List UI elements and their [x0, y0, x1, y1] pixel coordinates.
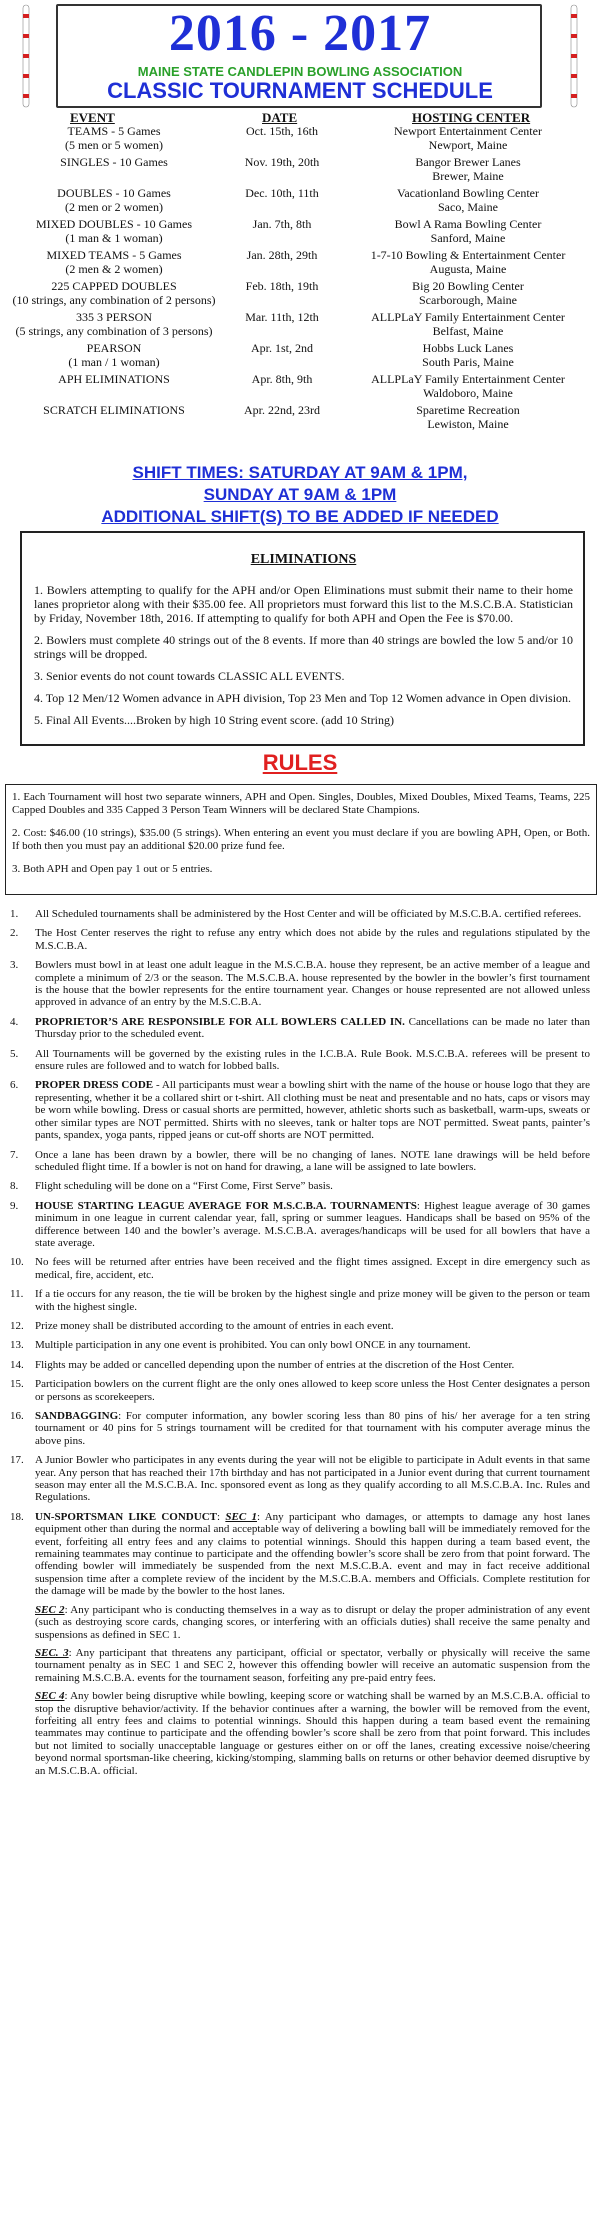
shift-line-2: SUNDAY AT 9AM & 1PM	[203, 485, 397, 504]
rule-item	[10, 1410, 590, 1447]
rules-summary-box	[5, 784, 597, 895]
eliminations-box	[20, 531, 585, 746]
rule-item	[10, 1256, 590, 1281]
rule-section	[35, 1647, 590, 1684]
event-detail: (2 men & 2 women)	[65, 262, 163, 276]
rule-text: : For computer information, any bowler scoring less than 80 pins of his/ her average for a ten string tournament or 40 pins for 5 strings tournament will be credited for that tournament with his computer average minus the above pins.	[35, 1410, 590, 1447]
rule-lead: SANDBAGGING	[35, 1410, 119, 1422]
rule-number: 12.	[10, 1319, 24, 1332]
event-cell	[0, 341, 228, 369]
schedule-row	[0, 186, 600, 217]
date-cell: Nov. 19th, 20th	[244, 155, 320, 169]
center-cell	[336, 155, 600, 183]
date-cell: Jan. 28th, 29th	[246, 248, 318, 262]
date-cell: Apr. 1st, 2nd	[250, 341, 313, 355]
center-city: Newport, Maine	[428, 138, 508, 152]
rule-text: Multiple participation in any one event is prohibited. You can only bowl ONCE in any tournament.	[35, 1339, 471, 1352]
event-name: PEARSON	[86, 341, 142, 355]
event-detail: (5 men or 5 women)	[65, 138, 163, 152]
section-text: : Any participant that threatens any participant, official or spectator, verbally or physically will receive the same tournament penalty as in SEC 1 and SEC 2, however this offending bowler will receive an automatic suspension from the remaining M.S.C.B.A. events for the tournament season, forfeiting any pre-paid entry fees.	[35, 1646, 590, 1684]
rules-summary-item: 2. Cost: $46.00 (10 strings), $35.00 (5 strings). When entering an event you must declare if you are bowling APH, Open, or Both. If both then you must pay an additional $20.00 prize fund fee.	[12, 827, 590, 852]
rule-lead: PROPER DRESS CODE	[35, 1079, 154, 1092]
elimination-item: 3. Senior events do not count towards CLASSIC ALL EVENTS.	[34, 669, 345, 683]
center-city: Belfast, Maine	[432, 324, 504, 338]
event-detail: (1 man & 1 woman)	[65, 231, 163, 245]
association-name: MAINE STATE CANDLEPIN BOWLING ASSOCIATION	[137, 64, 463, 79]
rule-item	[10, 908, 590, 920]
elimination-item: 5. Final All Events....Broken by high 10 String event score. (add 10 String)	[34, 713, 394, 727]
rule-text: Bowlers must bowl in at least one adult league in the M.S.C.B.A. house they represent, be an active member of a league and complete a minimum of 2/3 or the season. The M.S.C.B.A. house represented by the bowler in the bowler’s first tournament is the house that the bowler represents for the entire tournament year. Changes or house represented are not allowed unless approved in advance of an entry by the M.S.C.B.A.	[35, 959, 590, 1009]
event-name: APH ELIMINATIONS	[58, 372, 170, 386]
rule-number: 8.	[10, 1180, 19, 1193]
rule-text: Flights may be added or cancelled depending upon the number of entries at the discretion of the Host Center.	[35, 1358, 515, 1371]
date-cell: Feb. 18th, 19th	[245, 279, 319, 293]
section-label: SEC 2	[35, 1603, 65, 1616]
schedule-title: CLASSIC TOURNAMENT SCHEDULE	[107, 78, 493, 103]
center-city: Sanford, Maine	[430, 231, 506, 245]
rule-item	[10, 1511, 590, 1777]
elimination-item: 2. Bowlers must complete 40 strings out of the 8 events. If more than 40 strings are bowled the low 5 and/or 10 strings will be dropped.	[34, 633, 573, 661]
rule-number: 11.	[10, 1288, 24, 1301]
date-cell: Jan. 7th, 8th	[252, 217, 312, 231]
date-cell: Apr. 8th, 9th	[251, 372, 313, 386]
rule-number: 17.	[10, 1454, 24, 1467]
event-name: TEAMS - 5 Games	[67, 124, 161, 138]
rule-item	[10, 1200, 590, 1250]
shift-line-3: ADDITIONAL SHIFT(S) TO BE ADDED IF NEEDED	[101, 507, 499, 526]
center-name: Newport Entertainment Center	[394, 124, 542, 138]
rule-text: All Tournaments will be governed by the existing rules in the I.C.B.A. Rule Book. M.S.C.B.A. referees will be present to ensure rules are followed and to watch for lobbed balls.	[35, 1047, 590, 1073]
rule-text: All Scheduled tournaments shall be administered by the Host Center and will be officiated by M.S.C.B.A. certified referees.	[35, 908, 582, 920]
event-detail: (2 men or 2 women)	[65, 200, 163, 214]
event-cell	[0, 248, 228, 276]
schedule-row	[0, 248, 600, 279]
rule-item	[10, 1016, 590, 1041]
event-name: 225 CAPPED DOUBLES	[51, 279, 177, 293]
schedule-row	[0, 279, 600, 310]
event-name: DOUBLES - 10 Games	[57, 186, 171, 200]
rule-item	[10, 1378, 590, 1403]
section-text: : Any participant who damages, or attempts to damage any host lanes equipment other than during the normal and acceptable way of delivering a bowling ball will be immediately removed for the event, forfeiting all entry fees and any claims to potential winnings. Should this happen during a team based event, the remaining teammates may continue to participate and the offending bowler’s score shall be zero from that point forward. The offending bowler will immediately be suspended from the next M.S.C.B.A. event and may in fact receive additional suspension time after a complete review of the incident by the M.S.C.B.A. members and Officials. Complete restitution for the damage will be made by the bowler to the host lanes.	[35, 1510, 591, 1598]
rules-summary-item: 3. Both APH and Open pay 1 out or 5 entries.	[12, 863, 213, 875]
rule-item	[10, 1180, 590, 1192]
event-name: MIXED DOUBLES - 10 Games	[36, 217, 192, 231]
rule-text: :	[216, 1510, 226, 1523]
event-cell	[0, 372, 228, 386]
center-city: Saco, Maine	[438, 200, 498, 214]
eliminations-title: ELIMINATIONS	[250, 552, 357, 567]
rules-title: RULES	[262, 750, 338, 775]
rule-item	[10, 1320, 590, 1332]
section-label: SEC 1	[225, 1510, 257, 1523]
rule-item	[10, 927, 590, 952]
elimination-item: 1. Bowlers attempting to qualify for the APH and/or Open Eliminations must submit their name to their home lanes proprietor along with their $35.00 fee. All proprietors must forward this list to the M.S.C.B.A. Statistician by Friday, November 18th, 2016. If attempting to qualify for both APH and Open the Fee is $70.00.	[34, 583, 573, 625]
center-name: Hobbs Luck Lanes	[422, 341, 514, 355]
rule-item	[10, 1454, 590, 1504]
rule-text: Flight scheduling will be done on a “First Come, First Serve” basis.	[35, 1180, 333, 1193]
date-cell: Mar. 11th, 12th	[245, 310, 319, 324]
section-text: : Any participant who is conducting themselves in a way as to disrupt or delay the proper administration of any event (such as destroying score cards, changing scores, or interfering with an officials duties) shall receive the same penalty and suspensions as defined in SEC 1.	[35, 1603, 590, 1641]
date-cell: Dec. 10th, 11th	[245, 186, 319, 200]
schedule-row	[0, 155, 600, 186]
event-detail: (5 strings, any combination of 3 persons)	[15, 324, 213, 338]
header	[20, 4, 580, 108]
event-detail: (10 strings, any combination of 2 persons)	[12, 293, 216, 307]
rule-number: 4.	[10, 1015, 19, 1028]
center-name: ALLPLaY Family Entertainment Center	[371, 372, 565, 386]
rule-number: 15.	[10, 1378, 24, 1391]
rule-text: Participation bowlers on the current flight are the only ones allowed to keep score unless the Host Center designates a person or persons as scorekeepers.	[35, 1378, 590, 1403]
rule-section	[35, 1604, 590, 1641]
event-cell	[0, 279, 228, 307]
rule-item	[10, 1149, 590, 1174]
event-detail: (1 man / 1 woman)	[68, 355, 160, 369]
date-cell: Oct. 15th, 16th	[246, 124, 318, 138]
center-cell	[336, 279, 600, 307]
section-label: SEC. 3	[35, 1646, 69, 1659]
rule-text: No fees will be returned after entries have been received and the flight times assigned. Except in dire emergency such as medical, fire, accident, etc.	[35, 1256, 590, 1281]
event-name: SCRATCH ELIMINATIONS	[43, 403, 185, 417]
rule-number: 3.	[10, 959, 19, 972]
rule-item	[10, 1359, 590, 1371]
center-city: Lewiston, Maine	[427, 417, 509, 431]
schedule-row	[0, 341, 600, 372]
center-name: Bangor Brewer Lanes	[415, 155, 521, 169]
rule-text: Cancellations can be made no later than Thursday prior to the scheduled event.	[35, 1015, 590, 1041]
schedule-table	[0, 124, 600, 434]
schedule-row	[0, 217, 600, 248]
event-cell	[0, 155, 228, 169]
center-city: Brewer, Maine	[432, 169, 504, 183]
rule-text: Prize money shall be distributed according to the amount of entries in each event.	[35, 1319, 394, 1332]
section-text: : Any bowler being disruptive while bowling, keeping score or watching shall be warned by an M.S.C.B.A. official to stop the disruptive behavior/activity. If the behavior continues after a warning, the bowler will be removed from the event, forfeiting all entry fees and claims to potential winnings. Should this happen during a team based event the remaining teammates may continue to participate and the offending bowler’s score shall be zero from that point forward. This includes but not limited to socially unacceptable language or gestures either on or off the lanes, creating excessive noise/cheering beyond normal sportsman-like cheering, kicking/stomping, slamming balls on returns or other behavior deemed disruptive by an M.S.C.B.A. official.	[35, 1690, 590, 1777]
rule-text: Once a lane has been drawn by a bowler, there will be no changing of lanes. NOTE lane drawings will be held before scheduled flight time. If a bowler is not on hand for drawing, a lane will be assigned to late bowlers.	[35, 1148, 590, 1173]
rule-text: A Junior Bowler who participates in any events during the year will not be eligible to participate in Adult events in that same year. Any person that has reached their 17th birthday and has not participated in a Junior event during that current tournament season may enter all the M.S.C.B.A. Inc. sponsored event as long as they qualify according to all M.S.C.B.A. Inc. Rules and Regulations.	[35, 1454, 590, 1504]
rule-number: 10.	[10, 1256, 24, 1269]
elimination-item: 4. Top 12 Men/12 Women advance in APH division, Top 23 Men and Top 12 Women advance in Open division.	[34, 691, 572, 705]
date-cell: Apr. 22nd, 23rd	[244, 403, 320, 417]
center-city: Augusta, Maine	[429, 262, 507, 276]
center-name: Vacationland Bowling Center	[397, 186, 539, 200]
center-cell	[336, 403, 600, 431]
shift-times	[0, 462, 600, 528]
center-city: South Paris, Maine	[422, 355, 514, 369]
center-cell	[336, 124, 600, 152]
center-name: Big 20 Bowling Center	[412, 279, 524, 293]
rule-number: 14.	[10, 1358, 24, 1371]
event-name: SINGLES - 10 Games	[60, 155, 168, 169]
center-name: Bowl A Rama Bowling Center	[394, 217, 542, 231]
rule-number: 9.	[10, 1199, 19, 1212]
section-label: SEC 4	[35, 1690, 65, 1703]
rule-number: 1.	[10, 908, 19, 920]
center-name: 1-7-10 Bowling & Entertainment Center	[370, 248, 566, 262]
rule-number: 13.	[10, 1339, 24, 1352]
rule-item	[10, 1288, 590, 1313]
event-cell	[0, 310, 228, 338]
season-title: 2016 - 2017	[168, 5, 432, 62]
center-cell	[336, 186, 600, 214]
schedule-row	[0, 310, 600, 341]
center-cell	[336, 341, 600, 369]
rule-number: 2.	[10, 927, 19, 940]
event-cell	[0, 403, 228, 417]
rule-item	[10, 1339, 590, 1351]
center-cell	[336, 248, 600, 276]
center-cell	[336, 310, 600, 338]
center-cell	[336, 372, 600, 400]
rule-number: 18.	[10, 1510, 24, 1523]
rule-text: : Highest league average of 30 games minimum in one league in current calendar year, fall, spring or summer leagues. Handicaps shall be based on 95% of the difference between 140 and the bowler’s average. M.S.C.B.A. averages/handicaps will be used for all bowlers that have a state average.	[35, 1199, 590, 1249]
event-cell	[0, 186, 228, 214]
rule-text: - All participants must wear a bowling shirt with the name of the house or house logo that they are representing, whether it be a collared shirt or t-shirt. All clothing must be neat and presentable and no hats, caps or visors may be worn while bowling. Dress or casual shorts are permitted, however, athletic shorts such as basketball, warm-ups, sweats or other similar types are NOT permitted. Shirts with no sleeves, tank or halter tops are NOT permitted. Sweat pants, painter’s pants, spandex, yoga pants, ripped jeans or cut-off shorts are NOT permitted.	[35, 1079, 590, 1142]
schedule-row	[0, 403, 600, 434]
shift-line-1: SHIFT TIMES: SATURDAY AT 9AM & 1PM,	[132, 463, 468, 482]
center-city: Waldoboro, Maine	[423, 386, 513, 400]
schedule-row	[0, 124, 600, 155]
rules-list	[10, 908, 590, 1784]
date-column-header: DATE	[262, 110, 298, 125]
schedule-row	[0, 372, 600, 403]
event-column-header: EVENT	[70, 110, 115, 125]
center-column-header: HOSTING CENTER	[412, 110, 531, 125]
rule-number: 6.	[10, 1079, 19, 1092]
event-name: MIXED TEAMS - 5 Games	[46, 248, 182, 262]
rule-lead: UN-SPORTSMAN LIKE CONDUCT	[35, 1510, 217, 1523]
rule-text: If a tie occurs for any reason, the tie will be broken by the highest single and prize money will be given to the person or team with the highest single.	[35, 1288, 590, 1313]
event-cell	[0, 124, 228, 152]
rule-lead: PROPRIETOR’S ARE RESPONSIBLE FOR ALL BOWLERS CALLED IN.	[35, 1015, 405, 1028]
rule-text: The Host Center reserves the right to refuse any entry which does not abide by the rules and regulations stipulated by the M.S.C.B.A.	[35, 927, 590, 952]
center-name: Sparetime Recreation	[416, 403, 520, 417]
event-cell	[0, 217, 228, 245]
rule-section	[35, 1690, 590, 1777]
center-name: ALLPLaY Family Entertainment Center	[371, 310, 565, 324]
rule-number: 5.	[10, 1047, 19, 1060]
rule-number: 16.	[10, 1410, 24, 1422]
rule-item	[10, 959, 590, 1009]
rule-section	[35, 1511, 590, 1598]
rule-lead: HOUSE STARTING LEAGUE AVERAGE FOR M.S.C.B.A. TOURNAMENTS	[35, 1199, 417, 1212]
rule-item	[10, 1079, 590, 1141]
event-name: 335 3 PERSON	[75, 310, 152, 324]
rule-number: 7.	[10, 1148, 19, 1161]
center-cell	[336, 217, 600, 245]
rules-summary-item: 1. Each Tournament will host two separate winners, APH and Open. Singles, Doubles, Mixed Doubles, Mixed Teams, Teams, 225 Capped Doubles and 335 Capped 3 Person Team Winners will be declared State Champions.	[12, 791, 590, 816]
rule-item	[10, 1048, 590, 1073]
center-city: Scarborough, Maine	[419, 293, 517, 307]
